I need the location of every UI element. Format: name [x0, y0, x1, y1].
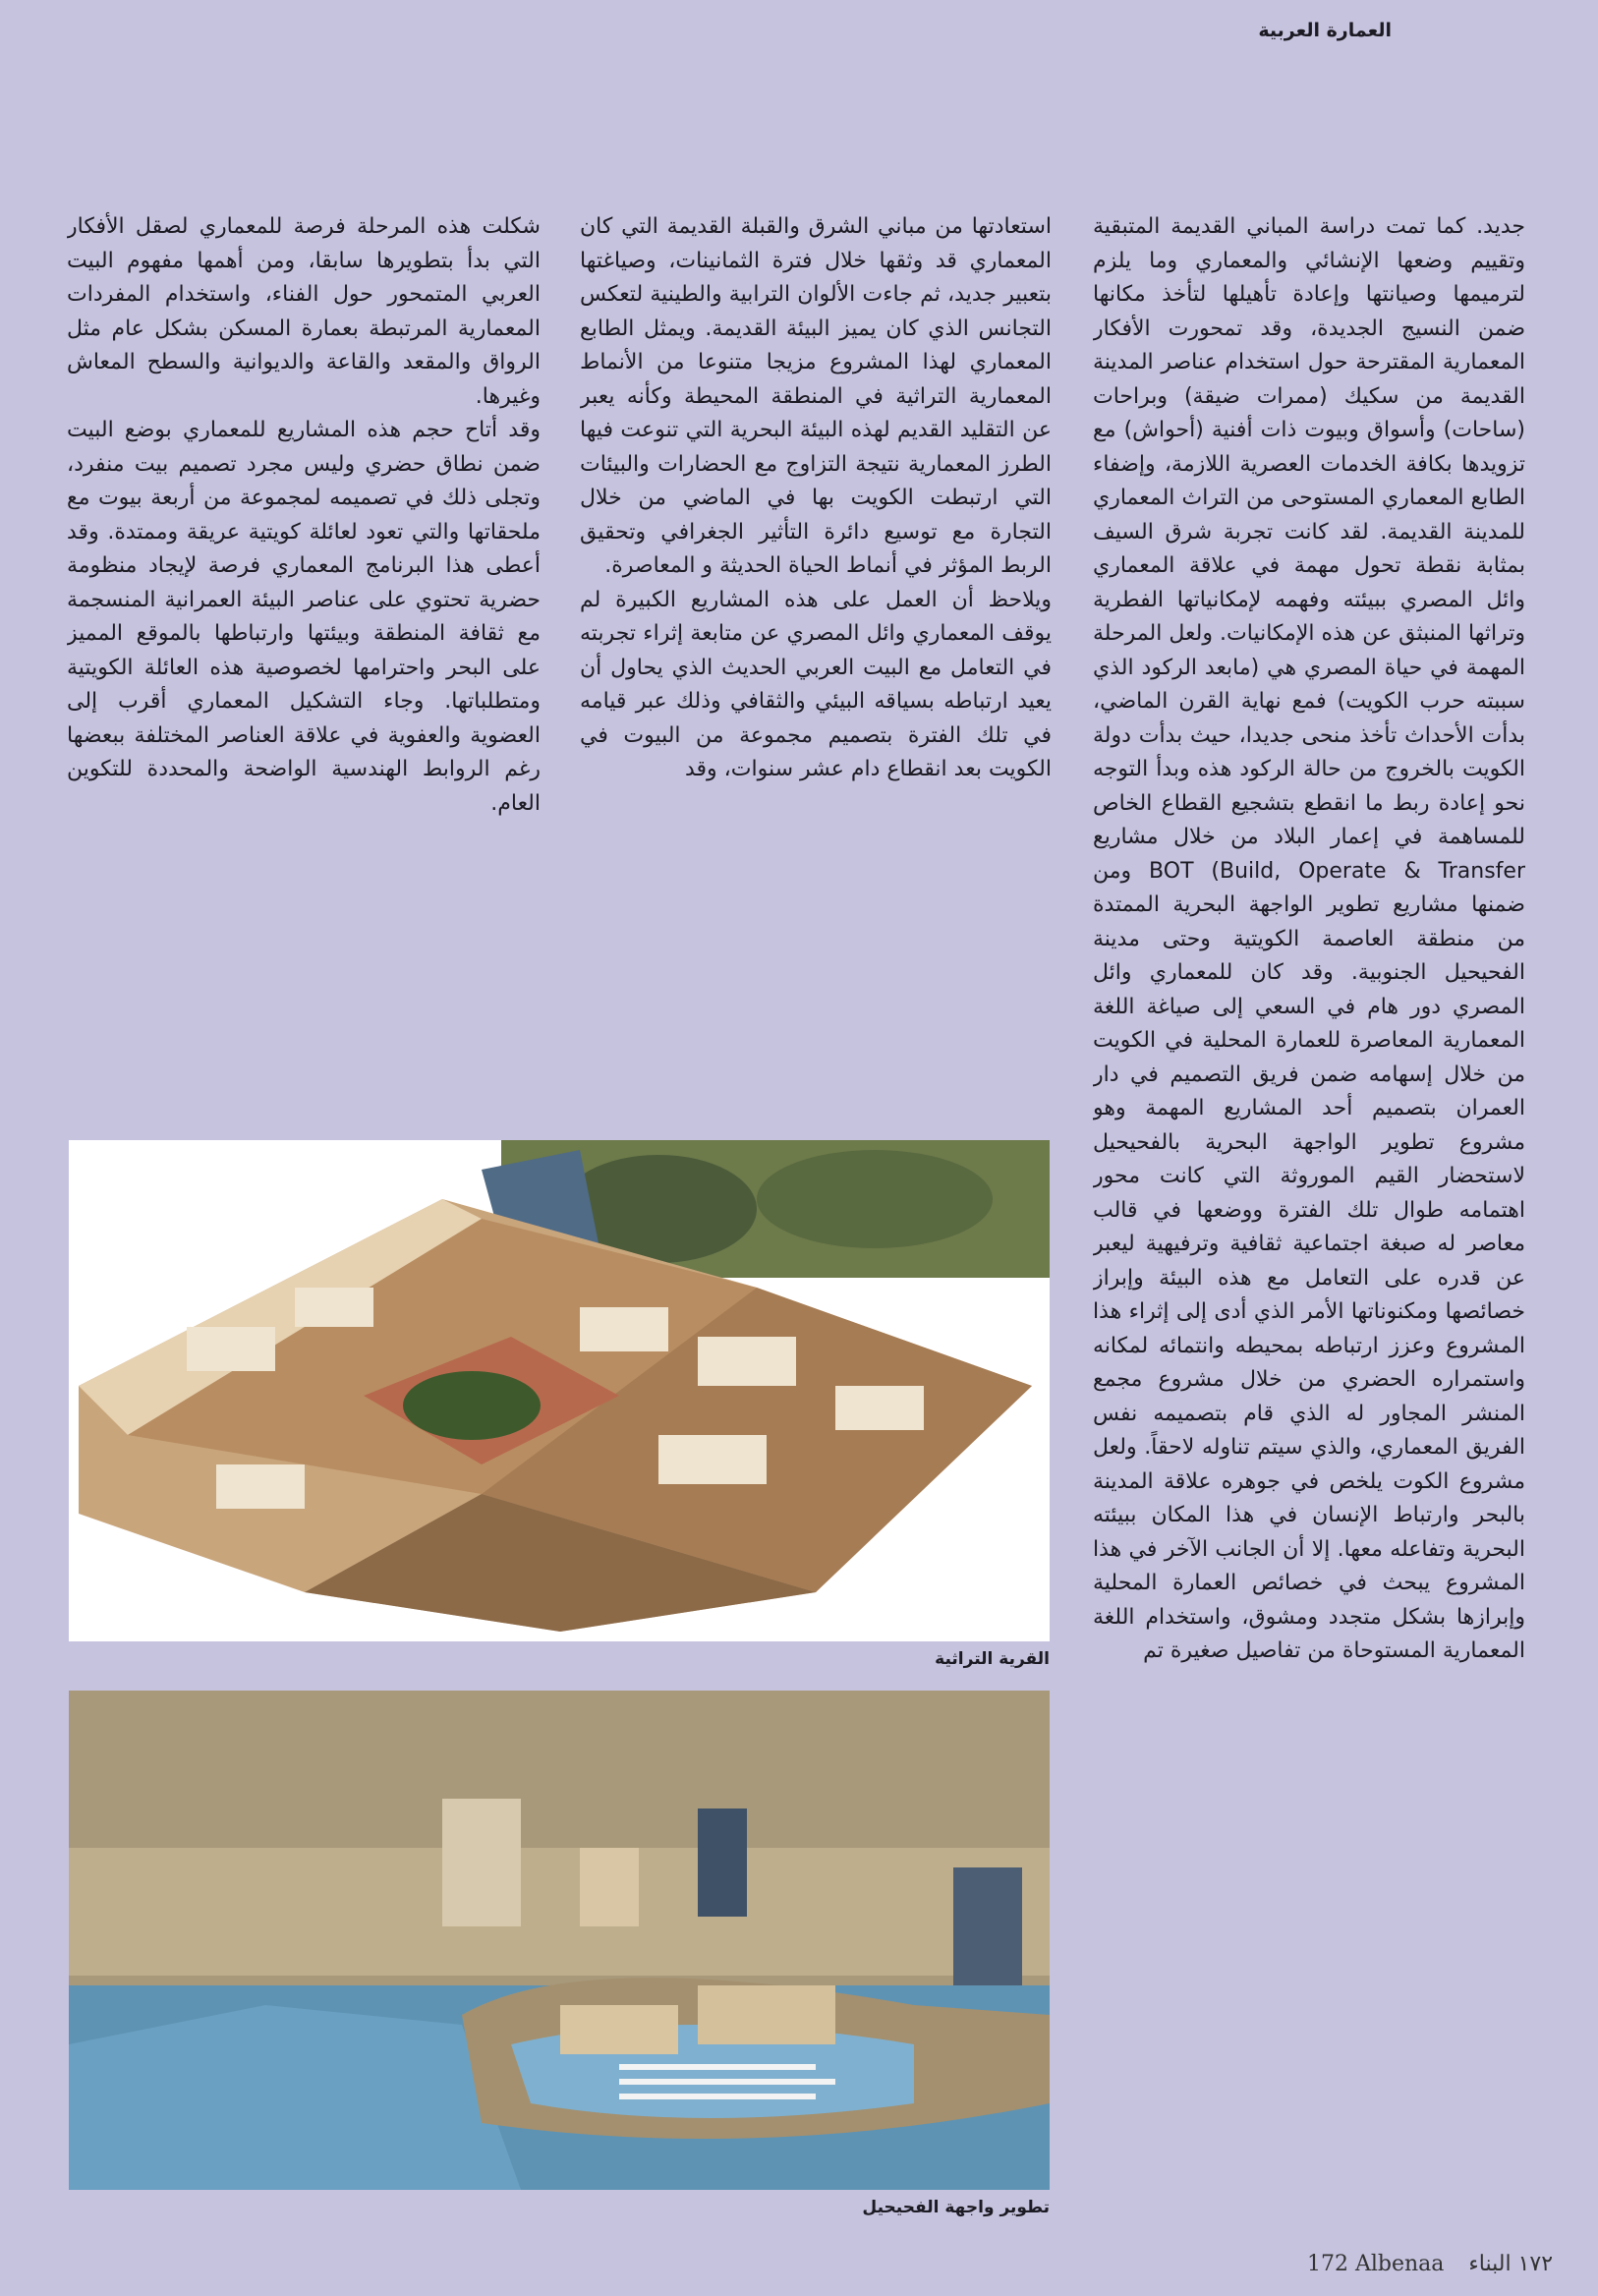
figure-caption: القرية التراثية — [935, 1649, 1050, 1669]
paragraph: استعادتها من مباني الشرق والقبلة القديمة التي كان المعماري قد وثقها خلال فترة الثمانينات، وصياغتها بتعبير جديد، ثم جاءت الألوان الترابية والطينية لتعكس التجانس الذي كان يميز البيئة القديمة. ويمثل الطابع المعماري لهذا المشروع مزيجا متنوعا من الأنماط المعمارية التراثية في المنطقة المحيطة وكأنه يعبر عن التقليد القديم لهذه البيئة البحرية التي تنوعت فيها الطرز المعمارية نتيجة التزاوج مع الحضارات والبيئات التي ارتبطت الكويت بها في الماضي من خلال التجارة مع توسيع دائرة التأثير الجغرافي وتحقيق الربط المؤثر في أنماط الحياة الحديثة و المعاصرة. — [580, 214, 1052, 578]
page-number-arabic: ١٧٢ البناء — [1468, 2252, 1554, 2276]
section-title: العمارة العربية — [1258, 20, 1392, 41]
article-column-right — [1093, 210, 1525, 2166]
paragraph: جديد. كما تمت دراسة المباني القديمة المتبقية وتقييم وضعها الإنشائي والمعماري وما يلزم لترميمها وصيانتها وإعادة تأهيلها لتأخذ مكانها ضمن النسيج الجديدة، وقد تمحورت الأفكار المعمارية المقترحة حول استخدام عناصر المدينة القديمة من سكيك (ممرات ضيقة) وبراحات (ساحات) وأسواق وبيوت ذات أفنية (أحواش) مع تزويدها بكافة الخدمات العصرية اللازمة، وإضفاء الطابع المعماري المستوحى من التراث المعماري للمدينة القديمة. لقد كانت تجربة شرق السيف بمثابة نقطة تحول مهمة في علاقة المعماري وائل المصري ببيئته وفهمه لإمكانياتها الفطرية وتراثها المنبثق عن هذه الإمكانيات. ولعل المرحلة المهمة في حياة المصري هي (مابعد الركود الذي سببته حرب الكويت) فمع نهاية القرن الماضي، بدأت الأحداث تأخذ منحى جديدا، حيث بدأت دولة الكويت بالخروج من حالة الركود هذه وبدأ التوجه نحو إعادة ربط ما انقطع بتشجيع القطاع الخاص للمساهمة في إعمار البلاد من خلال مشاريع BOT (Build, Operate & Transfer ومن ضمنها مشاريع تطوير الواجهة البحرية الممتدة من منطقة العاصمة الكويتية وحتى مدينة الفحيحيل الجنوبية. وقد كان للمعماري وائل المصري دور هام في السعي إلى صياغة اللغة المعمارية المعاصرة للعمارة المحلية في الكويت من خلال إسهامه ضمن فريق التصميم في دار العمران بتصميم أحد المشاريع المهمة وهو مشروع تطوير الواجهة البحرية بالفحيحيل لاستحضار القيم الموروثة التي كانت محور اهتمامه طوال تلك الفترة ووضعها في قالب معاصر له صبغة اجتماعية ثقافية وترفيهية ليعبر عن قدره على التعامل مع هذه البيئة وإبراز خصائصها ومكنوناتها الأمر الذي أدى إلى إثراء هذا المشروع وعزز ارتباطه بمحيطه وانتمائه لمكانه واستمراره الحضري من خلال مشروع مجمع المنشر المجاور له الذي قام بتصميمه نفس الفريق المعماري، والذي سيتم تناوله لاحقاً. ولعل مشروع الكوت يلخص في جوهره علاقة المدينة بالبحر وارتباط الإنسان في هذا المكان ببيئته البحرية وتفاعله معها. إلا أن الجانب الآخر في هذا المشروع يبحث في خصائص العمارة المحلية وإبرازها بشكل متجدد ومشوق، واستخدام اللغة المعمارية المستوحاة من تفاصيل صغيرة تم — [1093, 214, 1525, 1663]
heritage-village-illustration — [69, 1140, 1050, 1641]
figure-caption: تطوير واجهة الفحيحيل — [862, 2198, 1050, 2217]
page-footer — [1307, 2252, 1570, 2276]
page-number-latin: 172 Albenaa — [1307, 2252, 1445, 2276]
paragraph: وقد أتاح حجم هذه المشاريع للمعماري بوضع البيت ضمن نطاق حضري وليس مجرد تصميم بيت منفرد، وتجلى ذلك في تصميمه لمجموعة من أربعة بيوت مع ملحقاتها والتي تعود لعائلة كويتية عريقة وممتدة. وقد أعطى هذا البرنامج المعماري فرصة لإيجاد منظومة حضرية تحتوي على عناصر البيئة العمرانية المنسجمة مع ثقافة المنطقة وبيئتها وارتباطها بالموقع المميز على البحر واحترامها لخصوصية هذه العائلة الكويتية ومتطلباتها. وجاء التشكيل المعماري أقرب إلى العضوية والعفوية في علاقة العناصر المختلفة ببعضها رغم الروابط الهندسية الواضحة والمحددة للتكوين العام. — [67, 418, 541, 816]
article-column-left — [67, 210, 541, 1075]
fahaheel-waterfront-aerial-photo — [69, 1691, 1050, 2190]
paragraph: شكلت هذه المرحلة فرصة للمعماري لصقل الأفكار التي بدأ بتطويرها سابقا، ومن أهمها مفهوم البيت العربي المتمحور حول الفناء، واستخدام المفردات المعمارية المرتبطة بعمارة المسكن بشكل عام مثل الرواق والمقعد والقاعة والديوانية والسطح المعاش وغيرها. — [67, 214, 541, 409]
paragraph: ويلاحظ أن العمل على هذه المشاريع الكبيرة لم يوقف المعماري وائل المصري عن متابعة إثراء تجربته في التعامل مع البيت العربي الحديث الذي يحاول أن يعيد ارتباطه بسياقه البيئي والثقافي وذلك عبر قيامه في تلك الفترة بتصميم مجموعة من البيوت في الكويت بعد انقطاع دام عشر سنوات، وقد — [580, 587, 1052, 781]
article-column-middle — [580, 210, 1052, 1075]
